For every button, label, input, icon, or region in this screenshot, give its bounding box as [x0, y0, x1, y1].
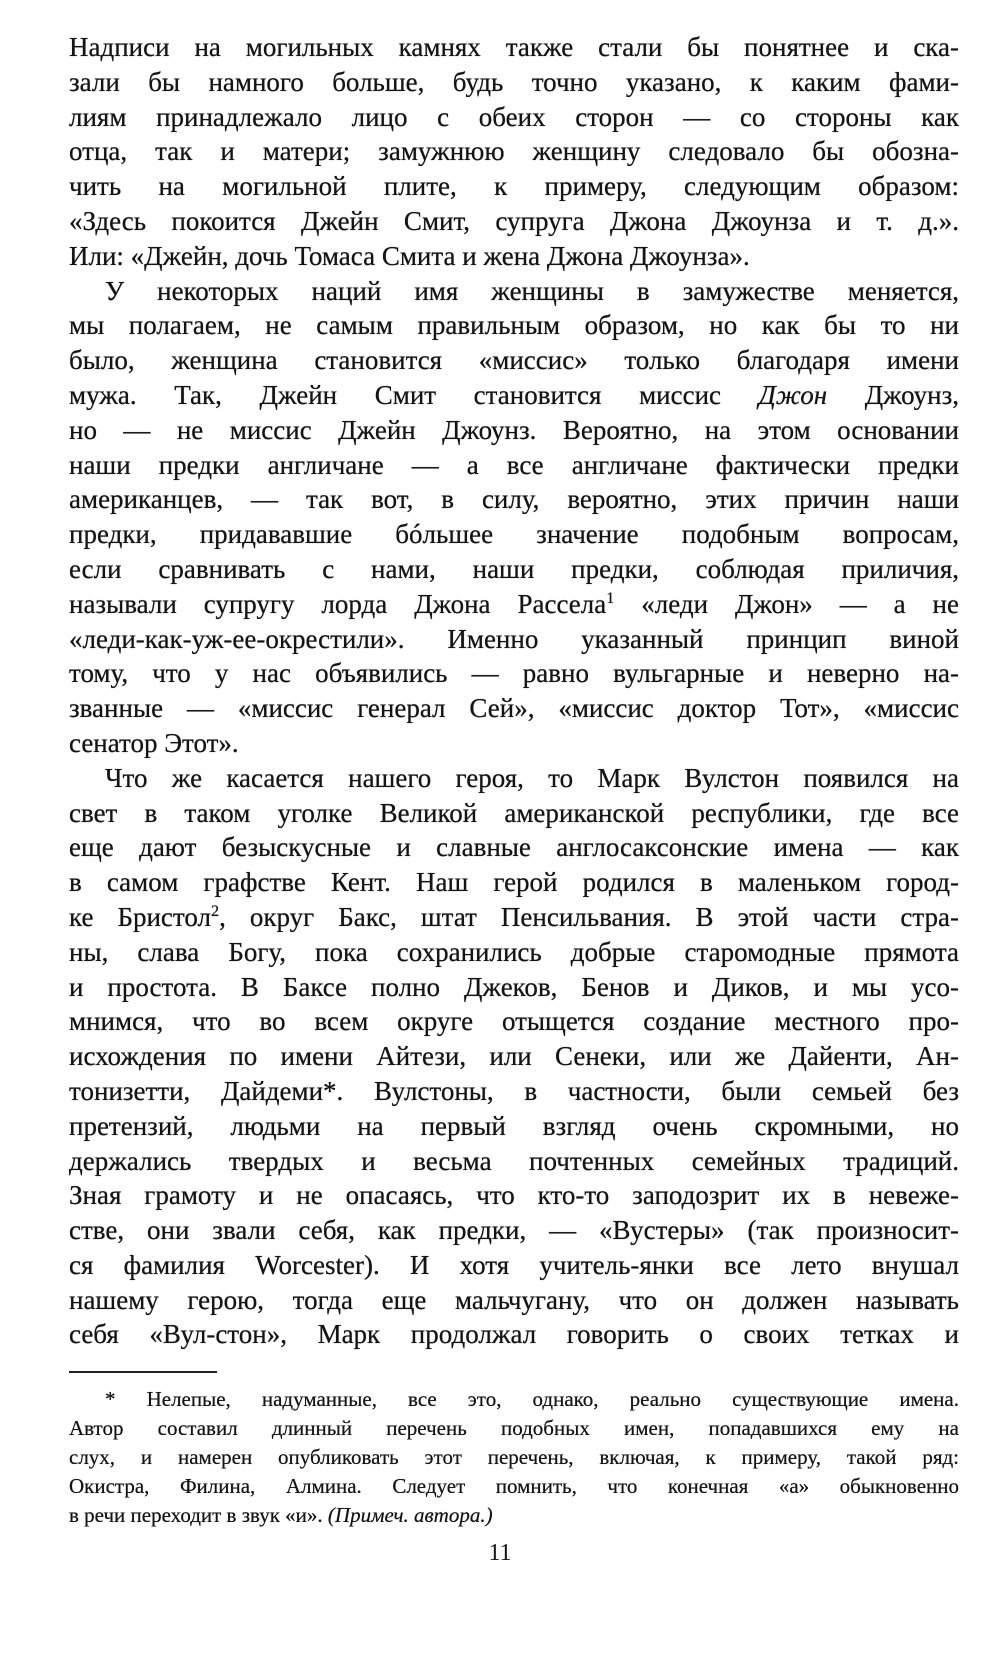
text-segment: в самом графстве Кент. Наш герой родился в маленьком город- — [69, 867, 959, 898]
text-segment: Или: «Джейн, дочь Томаса Смита и жена Джона Джоунза». — [69, 240, 750, 271]
text-line — [69, 1039, 959, 1074]
text-segment: Зная грамоту и не опасаясь, что кто-то заподозрит их в невеже- — [69, 1180, 959, 1211]
text-line — [69, 517, 959, 552]
text-line — [69, 865, 959, 900]
text-line — [69, 343, 959, 378]
text-segment: еще дают безыскусные и славные англосаксонские имена — как — [69, 832, 959, 863]
text-line — [69, 1178, 959, 1213]
text-segment: лиям принадлежало лицо с обеих сторон — со стороны как — [69, 101, 959, 132]
text-line — [69, 656, 959, 691]
text-line — [69, 482, 959, 517]
text-line — [69, 935, 959, 970]
text-segment: Окистра, Филина, Алмина. Следует помнить, что конечная «а» обыкновенно — [69, 1473, 959, 1498]
footnote-marker: 1 — [606, 588, 615, 607]
italic-text: Джон — [758, 379, 828, 410]
text-segment: мужа. Так, Джейн Смит становится миссис — [69, 379, 759, 410]
text-line — [69, 204, 959, 239]
text-segment: свет в таком уголке Великой американской республики, где все — [69, 797, 959, 828]
italic-text: (Примеч. автора.) — [327, 1502, 493, 1527]
text-line — [69, 970, 959, 1005]
text-segment: «леди-как-уж-ее-окрестили». Именно указанный принцип виной — [69, 623, 959, 654]
text-line — [69, 169, 959, 204]
text-segment: мы полагаем, не самым правильным образом, но как бы то ни — [69, 310, 959, 341]
text-line — [69, 1283, 959, 1318]
text-segment: претензий, людьми на первый взгляд очень скромными, но — [69, 1110, 959, 1141]
text-line — [69, 691, 959, 726]
text-segment: Надписи на могильных камнях также стали бы понятнее и ска- — [69, 32, 959, 62]
text-line — [69, 448, 959, 483]
text-segment: ся фамилия Worcester). И хотя учитель-янки все лето внушал — [69, 1249, 959, 1280]
text-line — [69, 761, 959, 796]
text-line — [69, 1501, 959, 1530]
text-line — [69, 30, 959, 65]
text-segment: «Здесь покоится Джейн Смит, супруга Джона Джоунза и т. д.». — [69, 205, 959, 236]
footnote-divider — [69, 1371, 217, 1373]
text-line — [69, 622, 959, 657]
text-line — [69, 552, 959, 587]
text-line — [69, 830, 959, 865]
text-line — [69, 1074, 959, 1109]
text-line — [69, 796, 959, 831]
text-segment: если сравнивать с нами, наши предки, соблюдая приличия, — [69, 553, 959, 584]
text-segment: американцев, — так вот, в силу, вероятно, этих причин наши — [69, 484, 959, 515]
text-segment: называли супругу лорда Джона Рассела — [69, 588, 607, 619]
text-segment: предки, придававшие бóльшее значение подобным вопросам, — [69, 519, 959, 550]
text-line — [69, 1144, 959, 1179]
text-segment: слух, и намерен опубликовать этот перечень, включая, к примеру, такой ряд: — [69, 1444, 959, 1469]
text-segment: * Нелепые, надуманные, все это, однако, реально существующие имена. — [105, 1387, 959, 1411]
text-line — [69, 1472, 959, 1501]
text-segment: сенатор Этот». — [69, 727, 239, 758]
text-segment: ны, слава Богу, пока сохранились добрые старомодные прямота — [69, 936, 959, 967]
text-segment: но — не миссис Джейн Джоунз. Вероятно, на этом основании — [69, 414, 959, 445]
text-segment: У некоторых наций имя женщины в замужестве меняется, — [105, 275, 959, 306]
text-line — [69, 134, 959, 169]
text-line — [69, 413, 959, 448]
text-segment: держались твердых и весьма почтенных семейных традиций. — [69, 1145, 959, 1176]
text-segment: нашему герою, тогда еще мальчугану, что он должен называть — [69, 1284, 959, 1315]
footnote-marker: 2 — [210, 901, 220, 920]
text-segment: и простота. В Баксе полно Джеков, Бенов и Диков, и мы усо- — [69, 971, 959, 1002]
text-segment: Джоунз, — [827, 379, 959, 410]
text-line — [69, 274, 959, 309]
text-line — [69, 1109, 959, 1144]
text-segment: наши предки англичане — а все англичане фактически предки — [69, 449, 959, 480]
page-number: 11 — [488, 1540, 512, 1566]
text-segment: чить на могильной плите, к примеру, следующим образом: — [69, 171, 959, 202]
text-line — [69, 1248, 959, 1283]
text-line — [69, 308, 959, 343]
text-line — [69, 1385, 959, 1414]
text-segment: в речи переходит в звук «и». — [69, 1502, 328, 1527]
footnote — [69, 1385, 959, 1530]
text-line — [69, 1414, 959, 1443]
text-line — [69, 1004, 959, 1039]
text-line — [69, 239, 959, 274]
text-segment: мнимся, что во всем округе отыщется создание местного про- — [69, 1006, 959, 1037]
text-segment: зали бы намного больше, будь точно указано, к каким фами- — [69, 66, 959, 97]
text-line — [69, 1443, 959, 1472]
text-segment: себя «Вул-стон», Марк продолжал говорить о своих тетках и — [69, 1319, 959, 1350]
text-segment: отца, так и матери; замужнюю женщину следовало бы обозна- — [69, 136, 959, 167]
text-segment: , округ Бакс, штат Пенсильвания. В этой части стра- — [219, 901, 959, 932]
text-segment: «леди Джон» — а не — [614, 588, 959, 619]
text-segment: стве, они звали себя, как предки, — «Вустеры» (так произносит- — [69, 1215, 959, 1246]
text-segment: исхождения по имени Айтези, или Сенеки, или же Дайенти, Ан- — [69, 1041, 959, 1072]
text-line — [69, 65, 959, 100]
text-segment: ке Бристол — [69, 901, 211, 932]
text-line — [69, 100, 959, 135]
text-line — [69, 378, 959, 413]
text-segment: тому, что у нас объявились — равно вульгарные и неверно на- — [69, 658, 959, 689]
text-line — [69, 726, 959, 761]
text-line — [69, 1317, 959, 1352]
text-line — [69, 587, 959, 622]
text-segment: званные — «миссис генерал Сей», «миссис доктор Тот», «миссис — [69, 693, 959, 724]
text-line — [69, 900, 959, 935]
text-segment: Что же касается нашего героя, то Марк Вулстон появился на — [105, 762, 959, 793]
body-text — [69, 30, 959, 1352]
text-segment: было, женщина становится «миссис» только благодаря имени — [69, 345, 959, 376]
text-segment: Автор составил длинный перечень подобных имен, попадавшихся ему на — [69, 1415, 959, 1440]
text-line — [69, 1213, 959, 1248]
text-segment: тонизетти, Дайдеми*. Вулстоны, в частности, были семьей без — [69, 1075, 959, 1106]
